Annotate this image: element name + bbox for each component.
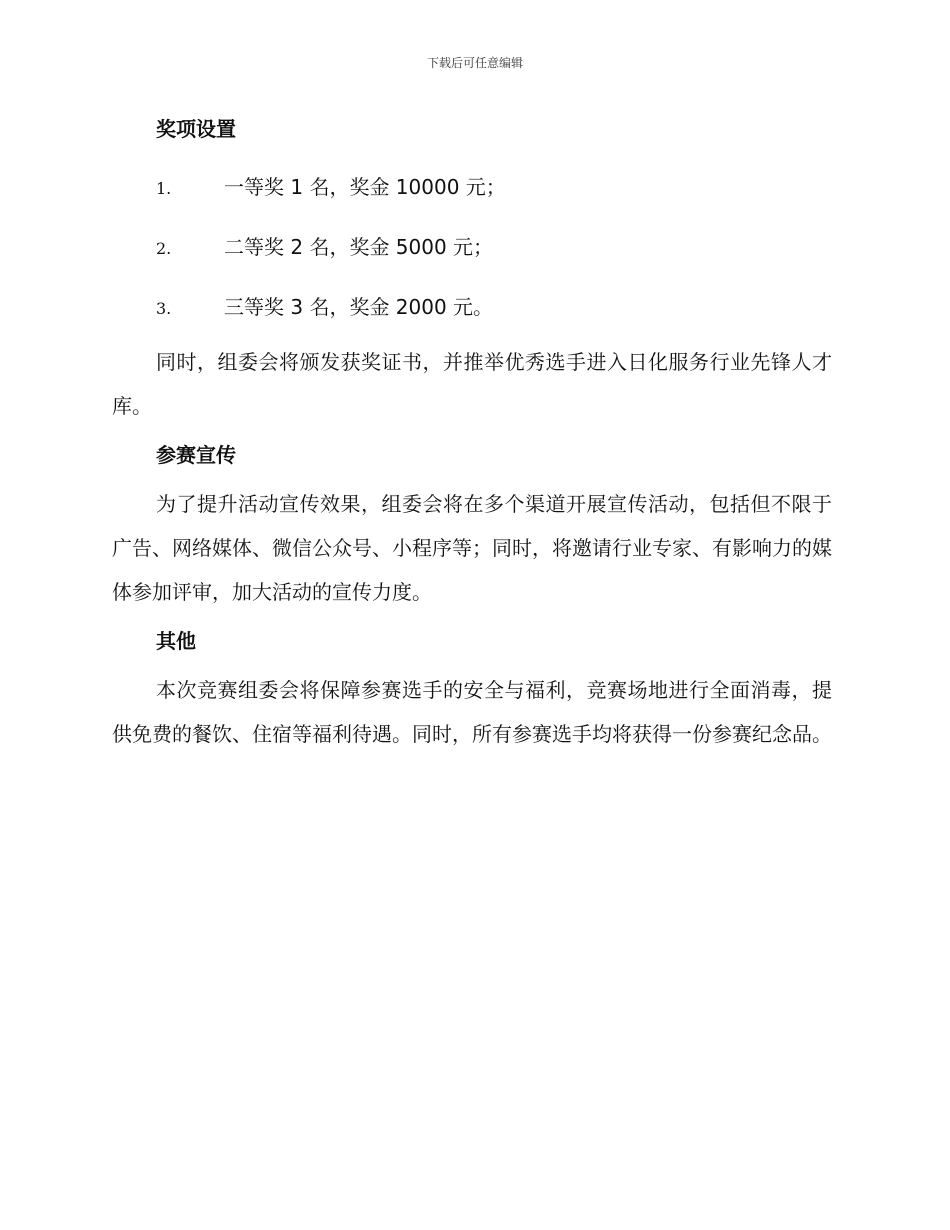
other-heading: 其他 (156, 629, 196, 653)
list-item-number: 1. (156, 179, 172, 198)
list-item-text: 二等奖 2 名，奖金 5000 元； (224, 235, 494, 259)
promotion-paragraph: 为了提升活动宣传效果，组委会将在多个渠道开展宣传活动，包括但不限于广告、网络媒体、微信公众号、小程序等；同时，将邀请行业专家、有影响力的媒体参加评审，加大活动的宣传力度。 (112, 492, 832, 604)
awards-paragraph: 同时，组委会将颁发获奖证书，并推举优秀选手进入日化服务行业先锋人才库。 (112, 350, 832, 418)
page-header: 下载后可任意编辑 (426, 56, 523, 70)
list-item (112, 290, 832, 326)
list-item-text: 三等奖 3 名，奖金 2000 元。 (224, 295, 494, 319)
list-item-number: 2. (156, 239, 172, 258)
list-item-number: 3. (156, 299, 172, 318)
awards-list (112, 170, 832, 326)
list-item-text: 一等奖 1 名，奖金 10000 元； (224, 175, 506, 199)
list-item (112, 230, 832, 266)
promotion-heading: 参赛宣传 (156, 443, 236, 467)
document-body (112, 112, 832, 756)
list-item (112, 170, 832, 206)
other-paragraph: 本次竞赛组委会将保障参赛选手的安全与福利，竞赛场地进行全面消毒，提供免费的餐饮、住宿等福利待遇。同时，所有参赛选手均将获得一份参赛纪念品。 (112, 678, 832, 746)
awards-heading: 奖项设置 (156, 117, 236, 141)
